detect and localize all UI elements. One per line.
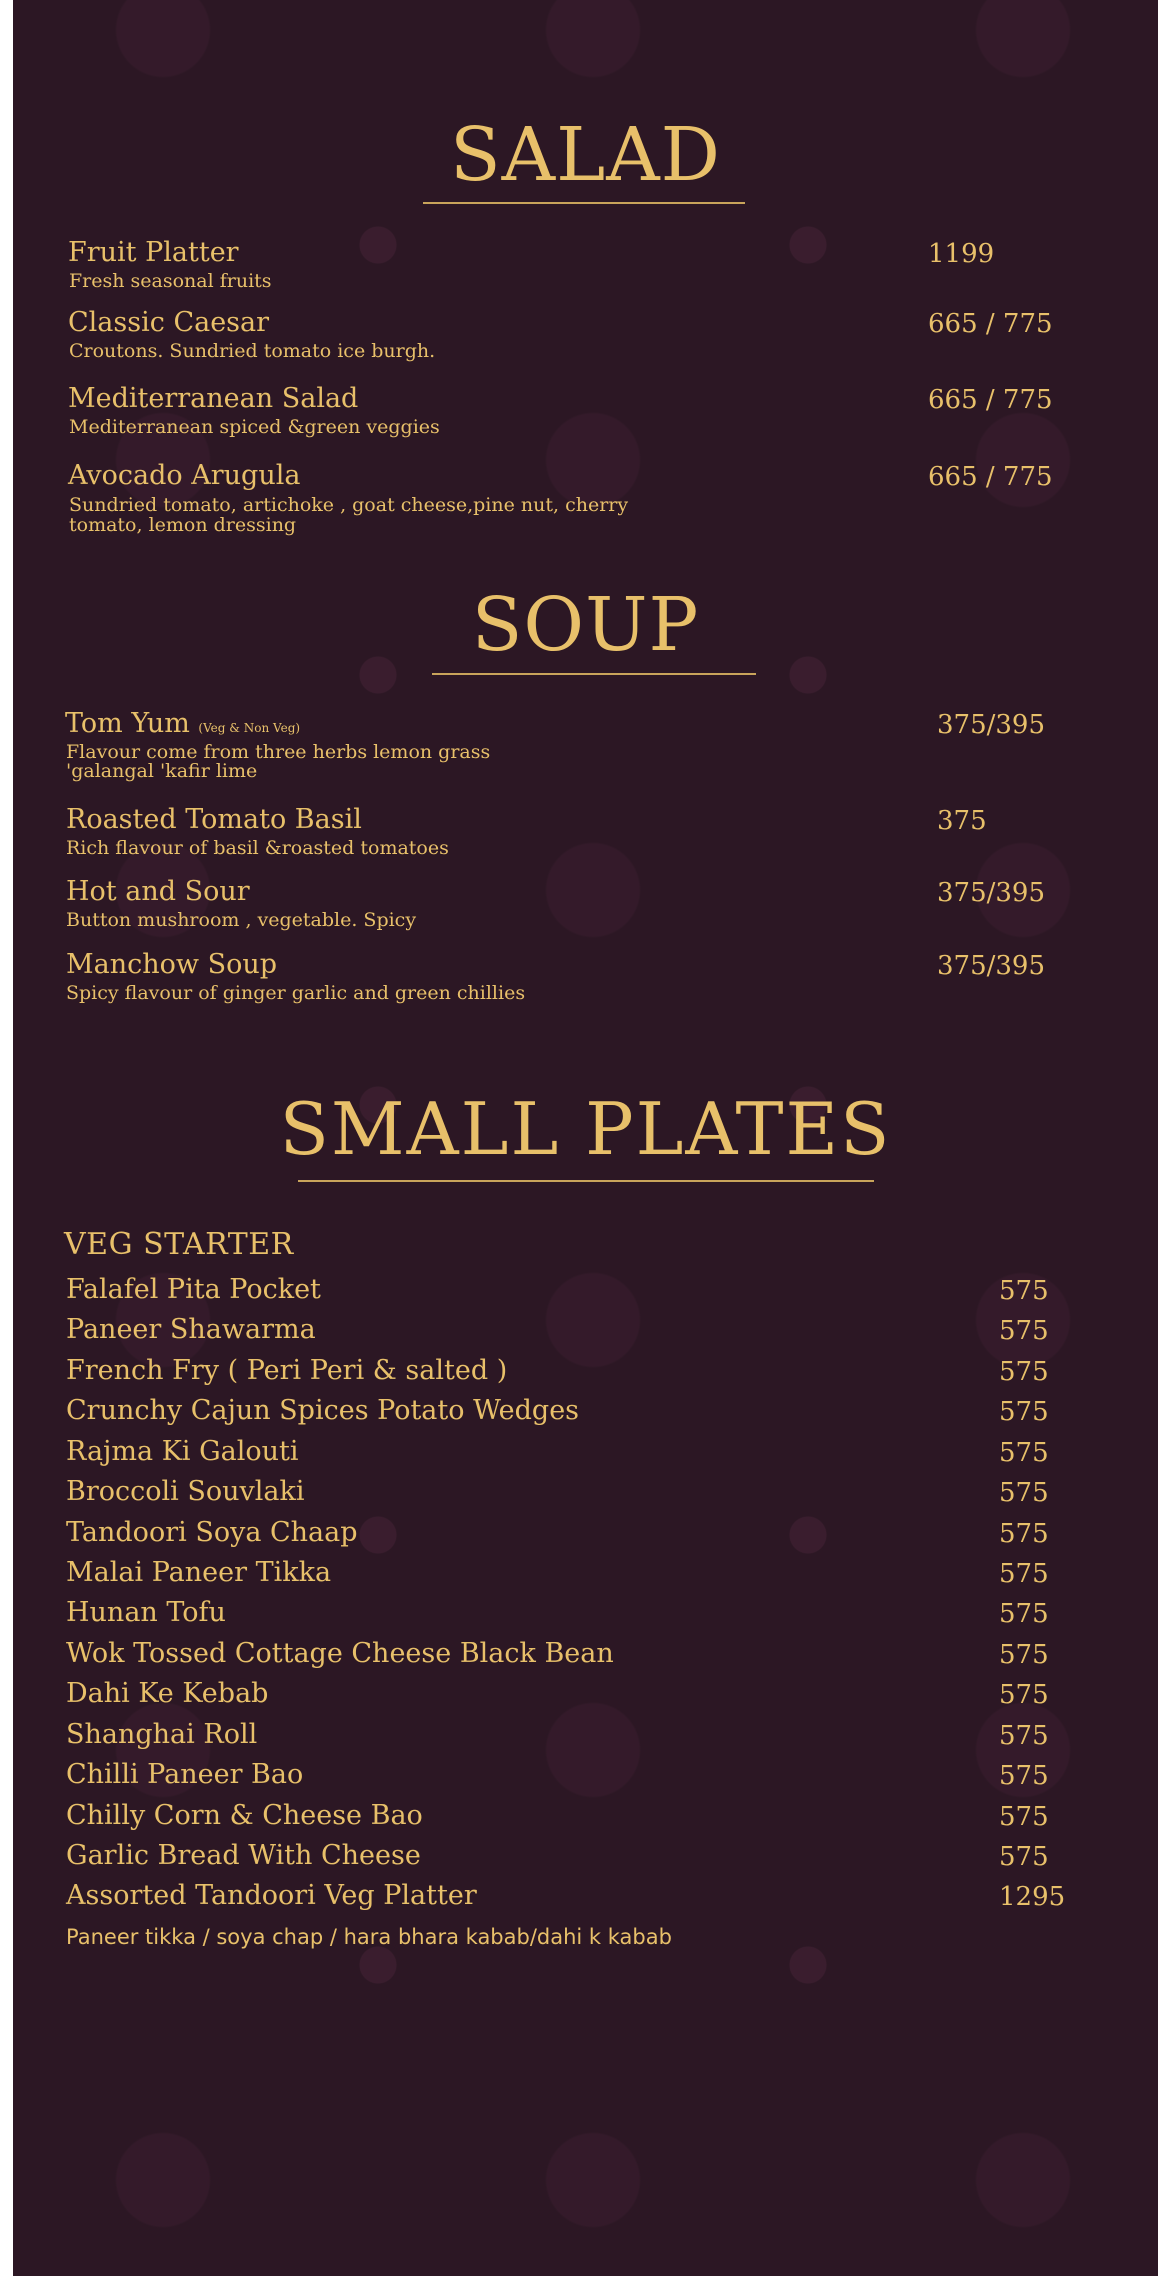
salad-underline: [423, 202, 745, 204]
item-name: Hot and Sour: [66, 876, 250, 907]
item-description: Fresh seasonal fruits: [69, 270, 272, 292]
menu-item-price: 575: [999, 1478, 1049, 1508]
menu-item-price: 575: [999, 1640, 1049, 1670]
item-description: Rich flavour of basil &roasted tomatoes: [66, 837, 449, 859]
menu-page: [13, 0, 1158, 2276]
menu-item-name: Malai Paneer Tikka: [66, 1557, 332, 1588]
item-description: Button mushroom , vegetable. Spicy: [66, 909, 417, 931]
item-description-line2: tomato, lemon dressing: [69, 514, 297, 536]
item-name: Fruit Platter: [68, 237, 239, 268]
item-price: 665 / 775: [928, 462, 1053, 492]
menu-item-price: 575: [999, 1316, 1049, 1346]
salad-heading: SALAD: [449, 112, 722, 198]
item-name: Avocado Arugula: [68, 460, 301, 491]
menu-item-name: Wok Tossed Cottage Cheese Black Bean: [66, 1638, 614, 1669]
item-price: 375/395: [937, 951, 1046, 981]
item-name: Manchow Soup: [66, 949, 278, 980]
menu-item-price: 575: [999, 1599, 1049, 1629]
menu-item-name: French Fry ( Peri Peri & salted ): [66, 1355, 508, 1386]
item-name-text: Tom Yum: [65, 708, 190, 739]
menu-item-price: 575: [999, 1761, 1049, 1791]
menu-item-name: Hunan Tofu: [66, 1597, 226, 1628]
menu-item-name: Chilli Paneer Bao: [66, 1759, 304, 1790]
menu-item-name: Crunchy Cajun Spices Potato Wedges: [66, 1395, 580, 1426]
menu-item-price: 575: [999, 1721, 1049, 1751]
item-price: 375/395: [937, 878, 1046, 908]
soup-heading: SOUP: [471, 582, 700, 668]
veg-starter-subheading: VEG STARTER: [64, 1227, 294, 1262]
item-description-line2: 'galangal 'kafir lime: [66, 760, 258, 782]
menu-item-name: Broccoli Souvlaki: [66, 1476, 305, 1507]
menu-item-name: Shanghai Roll: [66, 1719, 258, 1750]
menu-item-price: 575: [999, 1842, 1049, 1872]
item-tag: (Veg & Non Veg): [198, 721, 301, 735]
small-plates-heading: SMALL PLATES: [279, 1087, 892, 1171]
menu-item-name: Falafel Pita Pocket: [66, 1274, 321, 1305]
item-name: Classic Caesar: [68, 307, 270, 338]
platter-note: Paneer tikka / soya chap / hara bhara kabab/dahi k kabab: [66, 1925, 672, 1949]
item-price: 1199: [928, 239, 995, 269]
menu-item-price: 575: [999, 1519, 1049, 1549]
item-name: Mediterranean Salad: [68, 383, 359, 414]
soup-underline: [432, 673, 756, 675]
menu-item-name: Dahi Ke Kebab: [66, 1678, 269, 1709]
small-plates-underline: [298, 1180, 874, 1182]
menu-item-price: 575: [999, 1397, 1049, 1427]
menu-item-name: Chilly Corn & Cheese Bao: [66, 1800, 423, 1831]
item-description: Spicy flavour of ginger garlic and green chillies: [66, 982, 526, 1004]
item-description: Mediterranean spiced &green veggies: [69, 416, 440, 438]
menu-item-price: 575: [999, 1559, 1049, 1589]
item-price: 375: [937, 806, 987, 836]
item-price: 665 / 775: [928, 385, 1053, 415]
menu-item-name: Paneer Shawarma: [66, 1314, 316, 1345]
item-description: Sundried tomato, artichoke , goat cheese,pine nut, cherry: [69, 494, 629, 516]
item-name: [65, 709, 300, 739]
menu-item-price: 575: [999, 1276, 1049, 1306]
menu-item-name: Garlic Bread With Cheese: [66, 1840, 421, 1871]
menu-item-price: 575: [999, 1680, 1049, 1710]
menu-item-name: Assorted Tandoori Veg Platter: [66, 1880, 477, 1911]
item-price: 665 / 775: [928, 309, 1053, 339]
item-description: Flavour come from three herbs lemon grass: [66, 741, 491, 763]
item-price: 375/395: [937, 710, 1046, 740]
menu-item-price: 575: [999, 1357, 1049, 1387]
item-description: Croutons. Sundried tomato ice burgh.: [69, 340, 436, 362]
item-name: Roasted Tomato Basil: [66, 804, 362, 835]
menu-item-name: Tandoori Soya Chaap: [66, 1517, 358, 1548]
menu-item-price: 575: [999, 1438, 1049, 1468]
menu-item-name: Rajma Ki Galouti: [66, 1436, 299, 1467]
menu-item-price: 575: [999, 1802, 1049, 1832]
menu-item-price: 1295: [999, 1882, 1066, 1912]
